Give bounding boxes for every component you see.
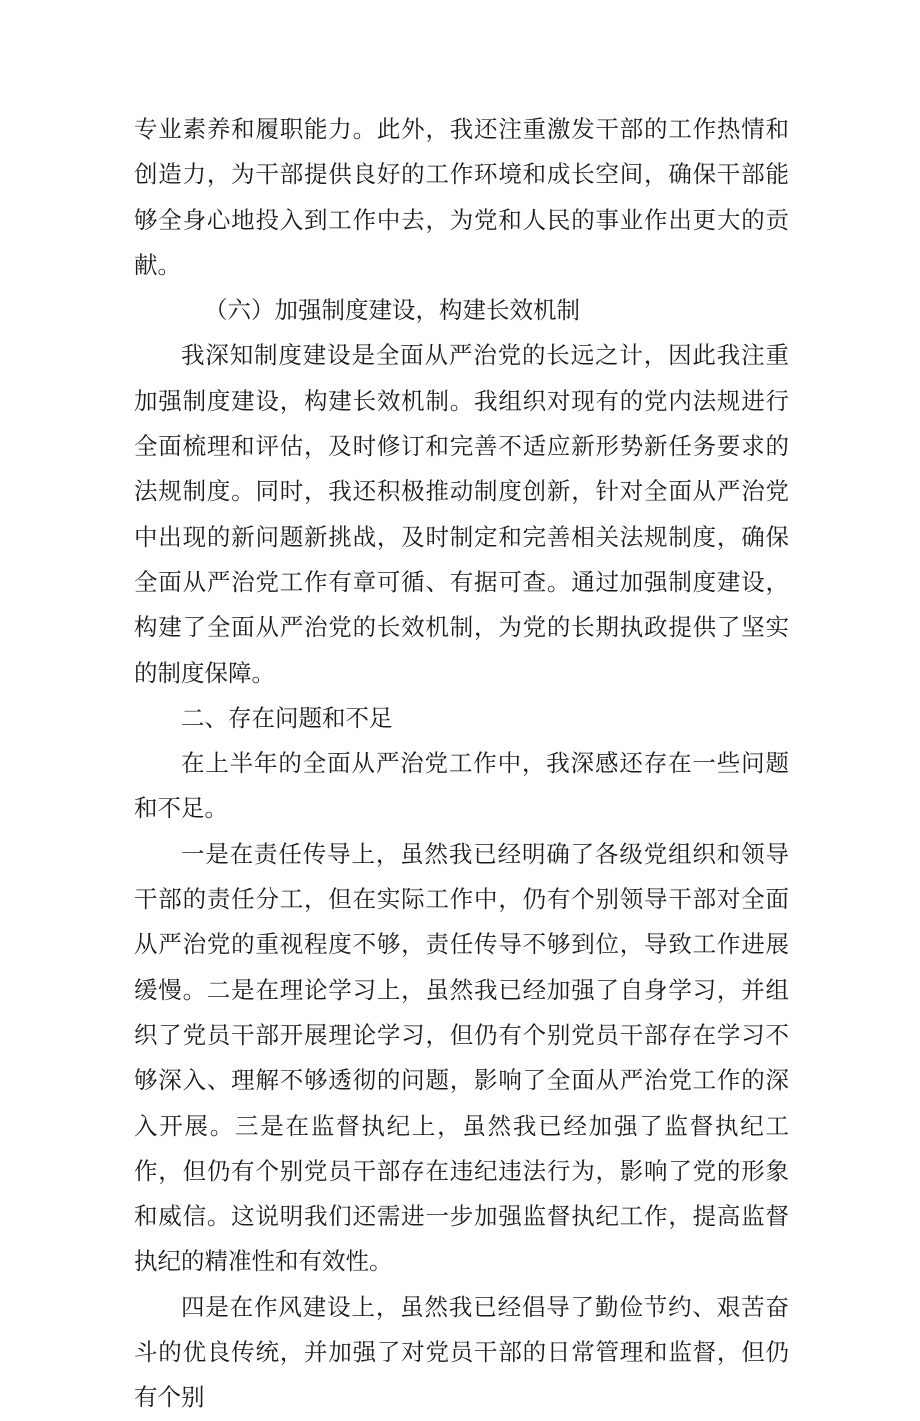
paragraph-continuation: 专业素养和履职能力。此外，我还注重激发干部的工作热情和创造力，为干部提供良好的工作环境和成长空间，确保干部能够全身心地投入到工作中去，为党和人民的事业作出更大的贡献。	[134, 115, 789, 279]
section-subheading: （六）加强制度建设，构建长效机制	[204, 296, 580, 325]
paragraph-style-building: 四是在作风建设上，虽然我已经倡导了勤俭节约、艰苦奋斗的优良传统，并加强了对党员干部的日常管理和监督，但仍有个别	[134, 1292, 789, 1412]
section-heading: 二、存在问题和不足	[181, 703, 393, 732]
paragraph-problems-list: 一是在责任传导上，虽然我已经明确了各级党组织和领导干部的责任分工，但在实际工作中，仍有个别领导干部对全面从严治党的重视程度不够，责任传导不够到位，导致工作进展缓慢。二是在理论学习上，虽然我已经加强了自身学习，并组织了党员干部开展理论学习，但仍有个别党员干部存在学习不够深入、理解不够透彻的问题，影响了全面从严治党工作的深入开展。三是在监督执纪上，虽然我已经加强了监督执纪工作，但仍有个别党员干部存在违纪违法行为，影响了党的形象和威信。这说明我们还需进一步加强监督执纪工作，提高监督执纪的精准性和有效性。	[134, 839, 789, 1276]
paragraph-intro-problems: 在上半年的全面从严治党工作中，我深感还存在一些问题和不足。	[134, 749, 789, 823]
paragraph-system-building: 我深知制度建设是全面从严治党的长远之计，因此我注重加强制度建设，构建长效机制。我组织对现有的党内法规进行全面梳理和评估，及时修订和完善不适应新形势新任务要求的法规制度。同时，我还积极推动制度创新，针对全面从严治党中出现的新问题新挑战，及时制定和完善相关法规制度，确保全面从严治党工作有章可循、有据可查。通过加强制度建设，构建了全面从严治党的长效机制，为党的长期执政提供了坚实的制度保障。	[134, 341, 789, 687]
document-body	[134, 107, 789, 1421]
